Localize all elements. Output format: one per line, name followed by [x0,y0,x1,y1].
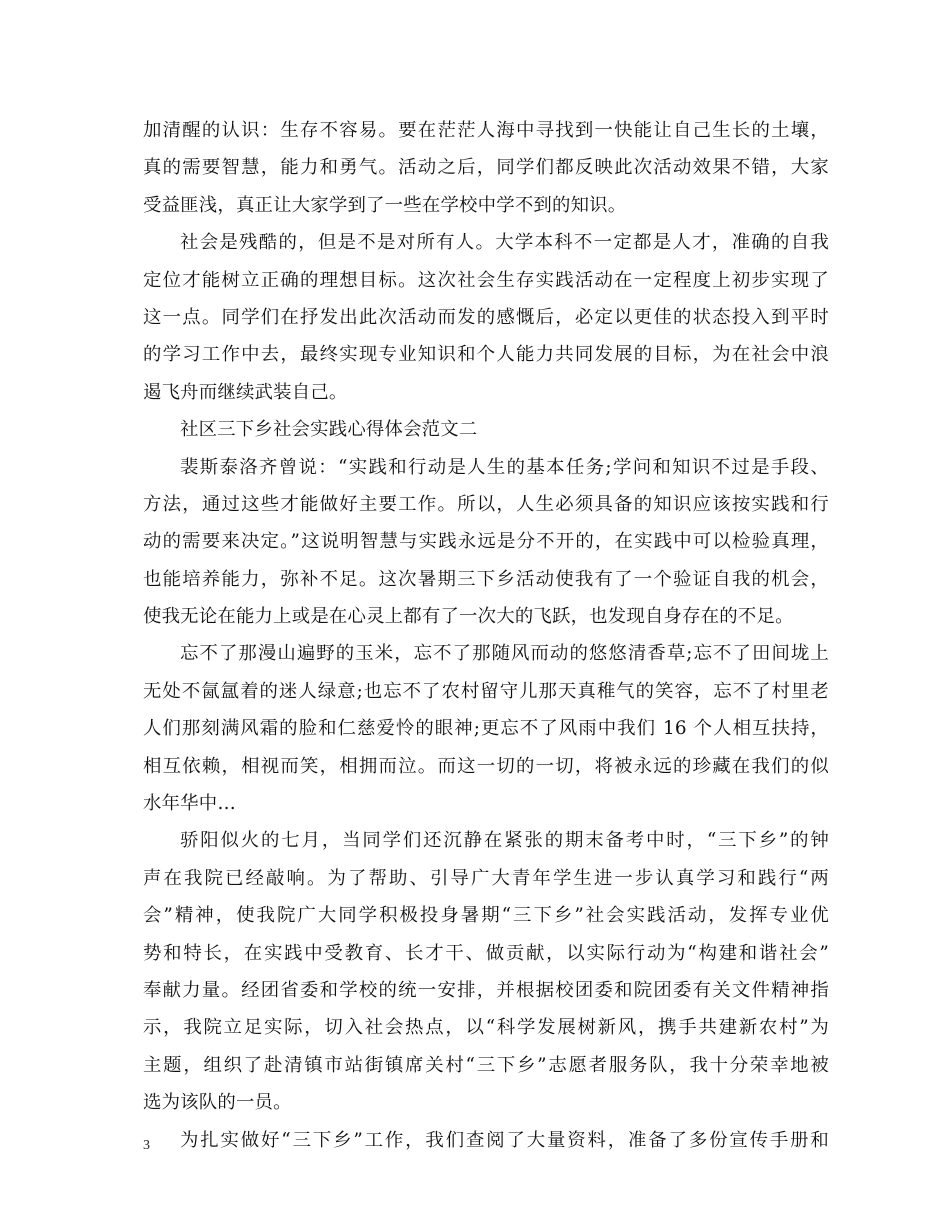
text-line: 主题，组织了赴清镇市站街镇席关村“三下乡”志愿者服务队，我十分荣幸地被 [143,1054,829,1076]
text-line: 使我无论在能力上或是在心灵上都有了一次大的飞跃，也发现自身存在的不足。 [143,606,794,628]
text-line: 加清醒的认识：生存不容易。要在茫茫人海中寻找到一快能让自己生长的土壤， [143,120,829,141]
text-line: 选为该队的一员。 [143,1092,292,1114]
text-line: 人们那刻满风霜的脸和仁慈爱怜的眼神;更忘不了风雨中我们 16 个人相互扶持， [143,718,829,740]
text-line: 奉献力量。经团省委和学校的统一安排，并根据校团委和院团委有关文件精神指 [143,979,829,1001]
document-body [143,112,829,1159]
text-line: 忘不了那漫山遍野的玉米，忘不了那随风而动的悠悠清香草;忘不了田间垅上 [180,643,829,665]
text-line: 声在我院已经敲响。为了帮助、引导广大青年学生进一步认真学习和践行“两 [143,867,829,889]
text-line: 裴斯泰洛齐曾说：“实践和行动是人生的基本任务;学问和知识不过是手段、 [180,456,829,478]
text-line: 势和特长，在实践中受教育、长才干、做贡献，以实际行动为“构建和谐社会” [143,942,829,964]
page-number: 3 [143,1138,150,1153]
text-line: 动的需要来决定。”这说明智慧与实践永远是分不开的，在实践中可以检验真理， [143,531,829,553]
section-heading: 社区三下乡社会实践心得体会范文二 [180,419,478,441]
text-line: 的学习工作中去，最终实现专业知识和个人能力共同发展的目标，为在社会中浪 [143,344,829,366]
text-line: 受益匪浅，真正让大家学到了一些在学校中学不到的知识。 [143,194,627,216]
text-line: 真的需要智慧，能力和勇气。活动之后，同学们都反映此次活动效果不错，大家 [143,157,829,179]
text-line: 无处不氤氲着的迷人绿意;也忘不了农村留守儿那天真稚气的笑容，忘不了村里老 [143,680,829,702]
text-line: 骄阳似火的七月，当同学们还沉静在紧张的期末备考中时，“三下乡”的钟 [180,830,829,852]
text-line: 遏飞舟而继续武装自己。 [143,381,348,403]
text-line: 水年华中… [143,793,236,815]
text-line: 也能培养能力，弥补不足。这次暑期三下乡活动使我有了一个验证自我的机会， [143,568,829,590]
text-line: 社会是残酷的，但是不是对所有人。大学本科不一定都是人才，准确的自我 [180,232,829,254]
text-line: 方法，通过这些才能做好主要工作。所以，人生必须具备的知识应该按实践和行 [143,493,829,515]
text-line: 会”精神，使我院广大同学积极投身暑期“三下乡”社会实践活动，发挥专业优 [143,905,829,927]
text-line: 示，我院立足实际，切入社会热点，以“科学发展树新风，携手共建新农村”为 [143,1017,829,1039]
text-line: 为扎实做好“三下乡”工作，我们查阅了大量资料，准备了多份宣传手册和 [180,1129,829,1151]
text-line: 定位才能树立正确的理想目标。这次社会生存实践活动在一定程度上初步实现了 [143,269,829,291]
text-line: 相互依赖，相视而笑，相拥而泣。而这一切的一切，将被永远的珍藏在我们的似 [143,755,829,777]
text-line: 这一点。同学们在抒发出此次活动而发的感慨后，必定以更佳的状态投入到平时 [143,306,829,328]
